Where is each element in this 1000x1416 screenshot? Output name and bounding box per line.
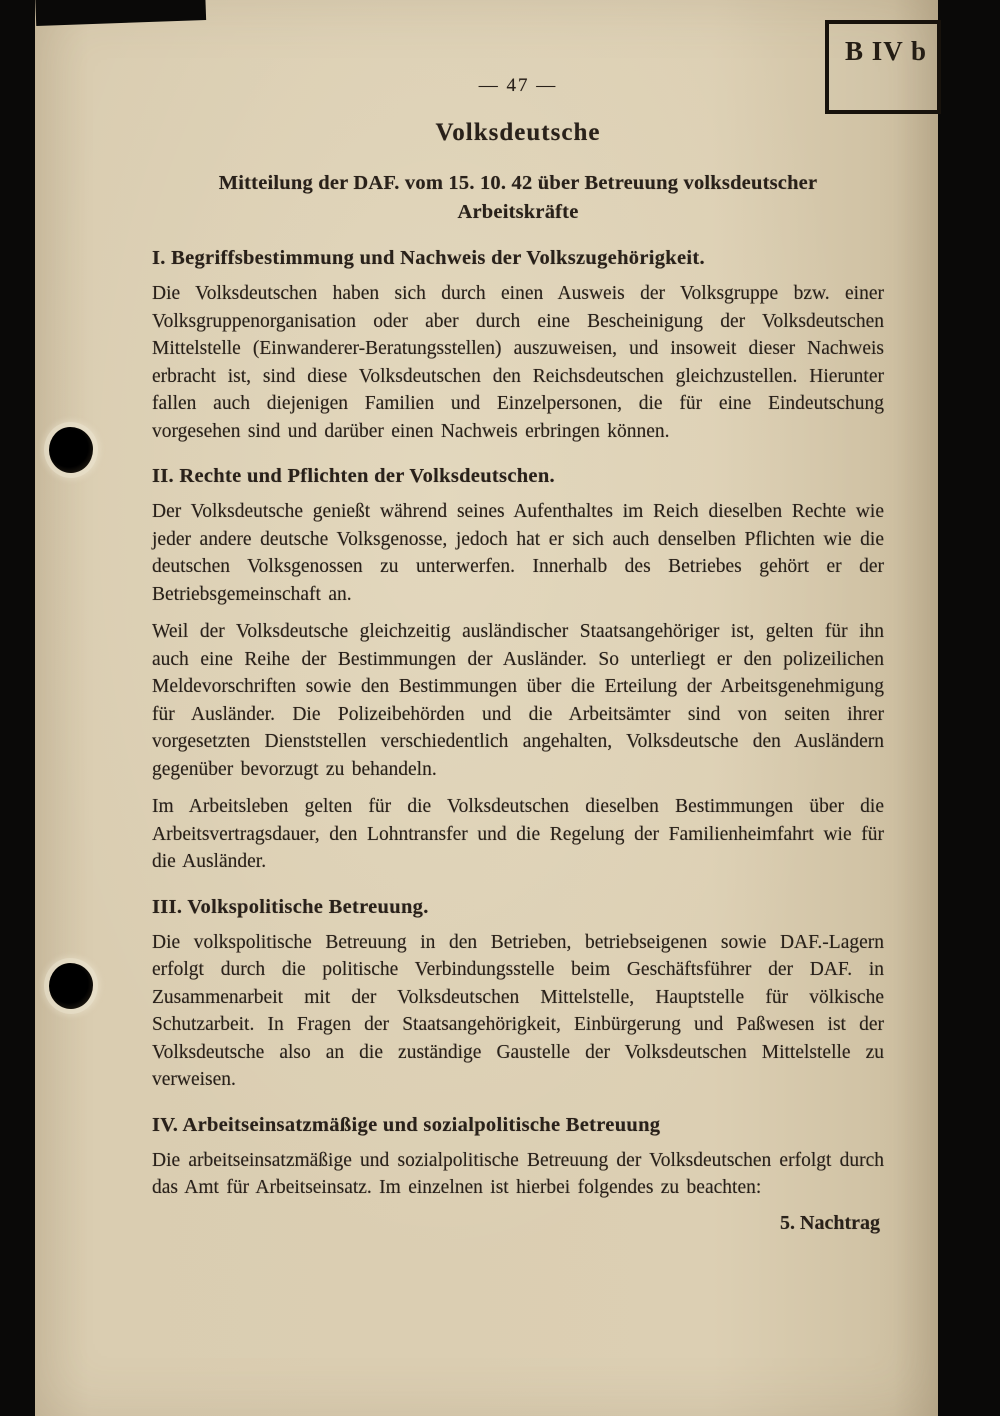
paragraph: Weil der Volksdeutsche gleichzeitig ausländischer Staatsangehöriger ist, gelten für ihn auch eine Reihe der Bestimmungen der Ausländer. So unterliegt er den polizeilichen Meldevorschriften sowie den Bestimmungen über die Erteilung der Arbeitsgenehmigung für Ausländer. Die Polizeibehörden und die Arbeitsämter sind von seiten ihrer vorgesetzten Dienststellen verschiedentlich angehalten, Volksdeutsche den Ausländern gegenüber bevorzugt zu behandeln. — [152, 621, 884, 780]
paragraph: Die arbeitseinsatzmäßige und sozialpolitische Betreuung der Volksdeutschen erfolgt durch das Amt für Arbeitseinsatz. Im einzelnen ist hierbei folgendes zu beachten: — [152, 1149, 884, 1198]
section-heading-3: III. Volkspolitische Betreuung. — [152, 895, 429, 918]
document-content — [152, 0, 884, 1235]
paragraph: Die volkspolitische Betreuung in den Betrieben, betriebseigenen sowie DAF.-Lagern erfolgt durch die politische Verbindungsstelle beim Geschäftsführer der DAF. in Zusammenarbeit mit der Volksdeutschen Mittelstelle, Hauptstelle für völkische Schutzarbeit. In Fragen der Staatsangehörigkeit, Einbürgerung und Paßwesen ist der Volksdeutsche also an die zuständige Gaustelle der Volksdeutschen Mittelstelle zu verweisen. — [152, 931, 884, 1090]
document-title: Volksdeutsche — [435, 119, 601, 146]
paragraph: Der Volksdeutsche genießt während seines Aufenthaltes im Reich dieselben Rechte wie jeder andere deutsche Volksgenosse, jedoch hat er sich auch denselben Pflichten wie die deutschen Volksgenossen zu unterwerfen. Innerhalb des Betriebes gehört er der Betriebsgemeinschaft an. — [152, 501, 884, 605]
paper — [35, 0, 938, 1416]
section-heading-4: IV. Arbeitseinsatzmäßige und sozialpolitische Betreuung — [152, 1113, 661, 1136]
document-subtitle — [152, 169, 884, 227]
paragraph: Die Volksdeutschen haben sich durch einen Ausweis der Volksgruppe bzw. einer Volksgruppenorganisation oder aber durch eine Bescheinigung der Volksdeutschen Mittelstelle (Einwanderer-Beratungsstellen) auszuweisen, und insoweit dieser Nachweis erbracht ist, sind diese Volksdeutschen den Reichsdeutschen gleichzustellen. Hierunter fallen auch diejenigen Familien und Einzelpersonen, die für eine Eindeutschung vorgesehen sind und darüber einen Nachweis erbringen können. — [152, 283, 884, 442]
hole-punch-top — [49, 427, 93, 473]
classification-label: B IV b — [845, 36, 928, 66]
subtitle-line-2: Arbeitskräfte — [457, 201, 579, 223]
subtitle-line-1: Mitteilung der DAF. vom 15. 10. 42 über Betreuung volksdeutscher — [218, 172, 818, 194]
footer-note: 5. Nachtrag — [780, 1211, 880, 1234]
section-heading-1: I. Begriffsbestimmung und Nachweis der Volkszugehörigkeit. — [152, 247, 705, 269]
paragraph: Im Arbeitsleben gelten für die Volksdeutschen dieselben Bestimmungen über die Arbeitsvertragsdauer, den Lohntransfer und die Regelung der Familienheimfahrt wie für die Ausländer. — [152, 796, 884, 872]
page-number: — 47 — — [478, 75, 558, 96]
section-heading-2: II. Rechte und Pflichten der Volksdeutschen. — [152, 465, 555, 487]
hole-punch-bottom — [49, 963, 93, 1009]
